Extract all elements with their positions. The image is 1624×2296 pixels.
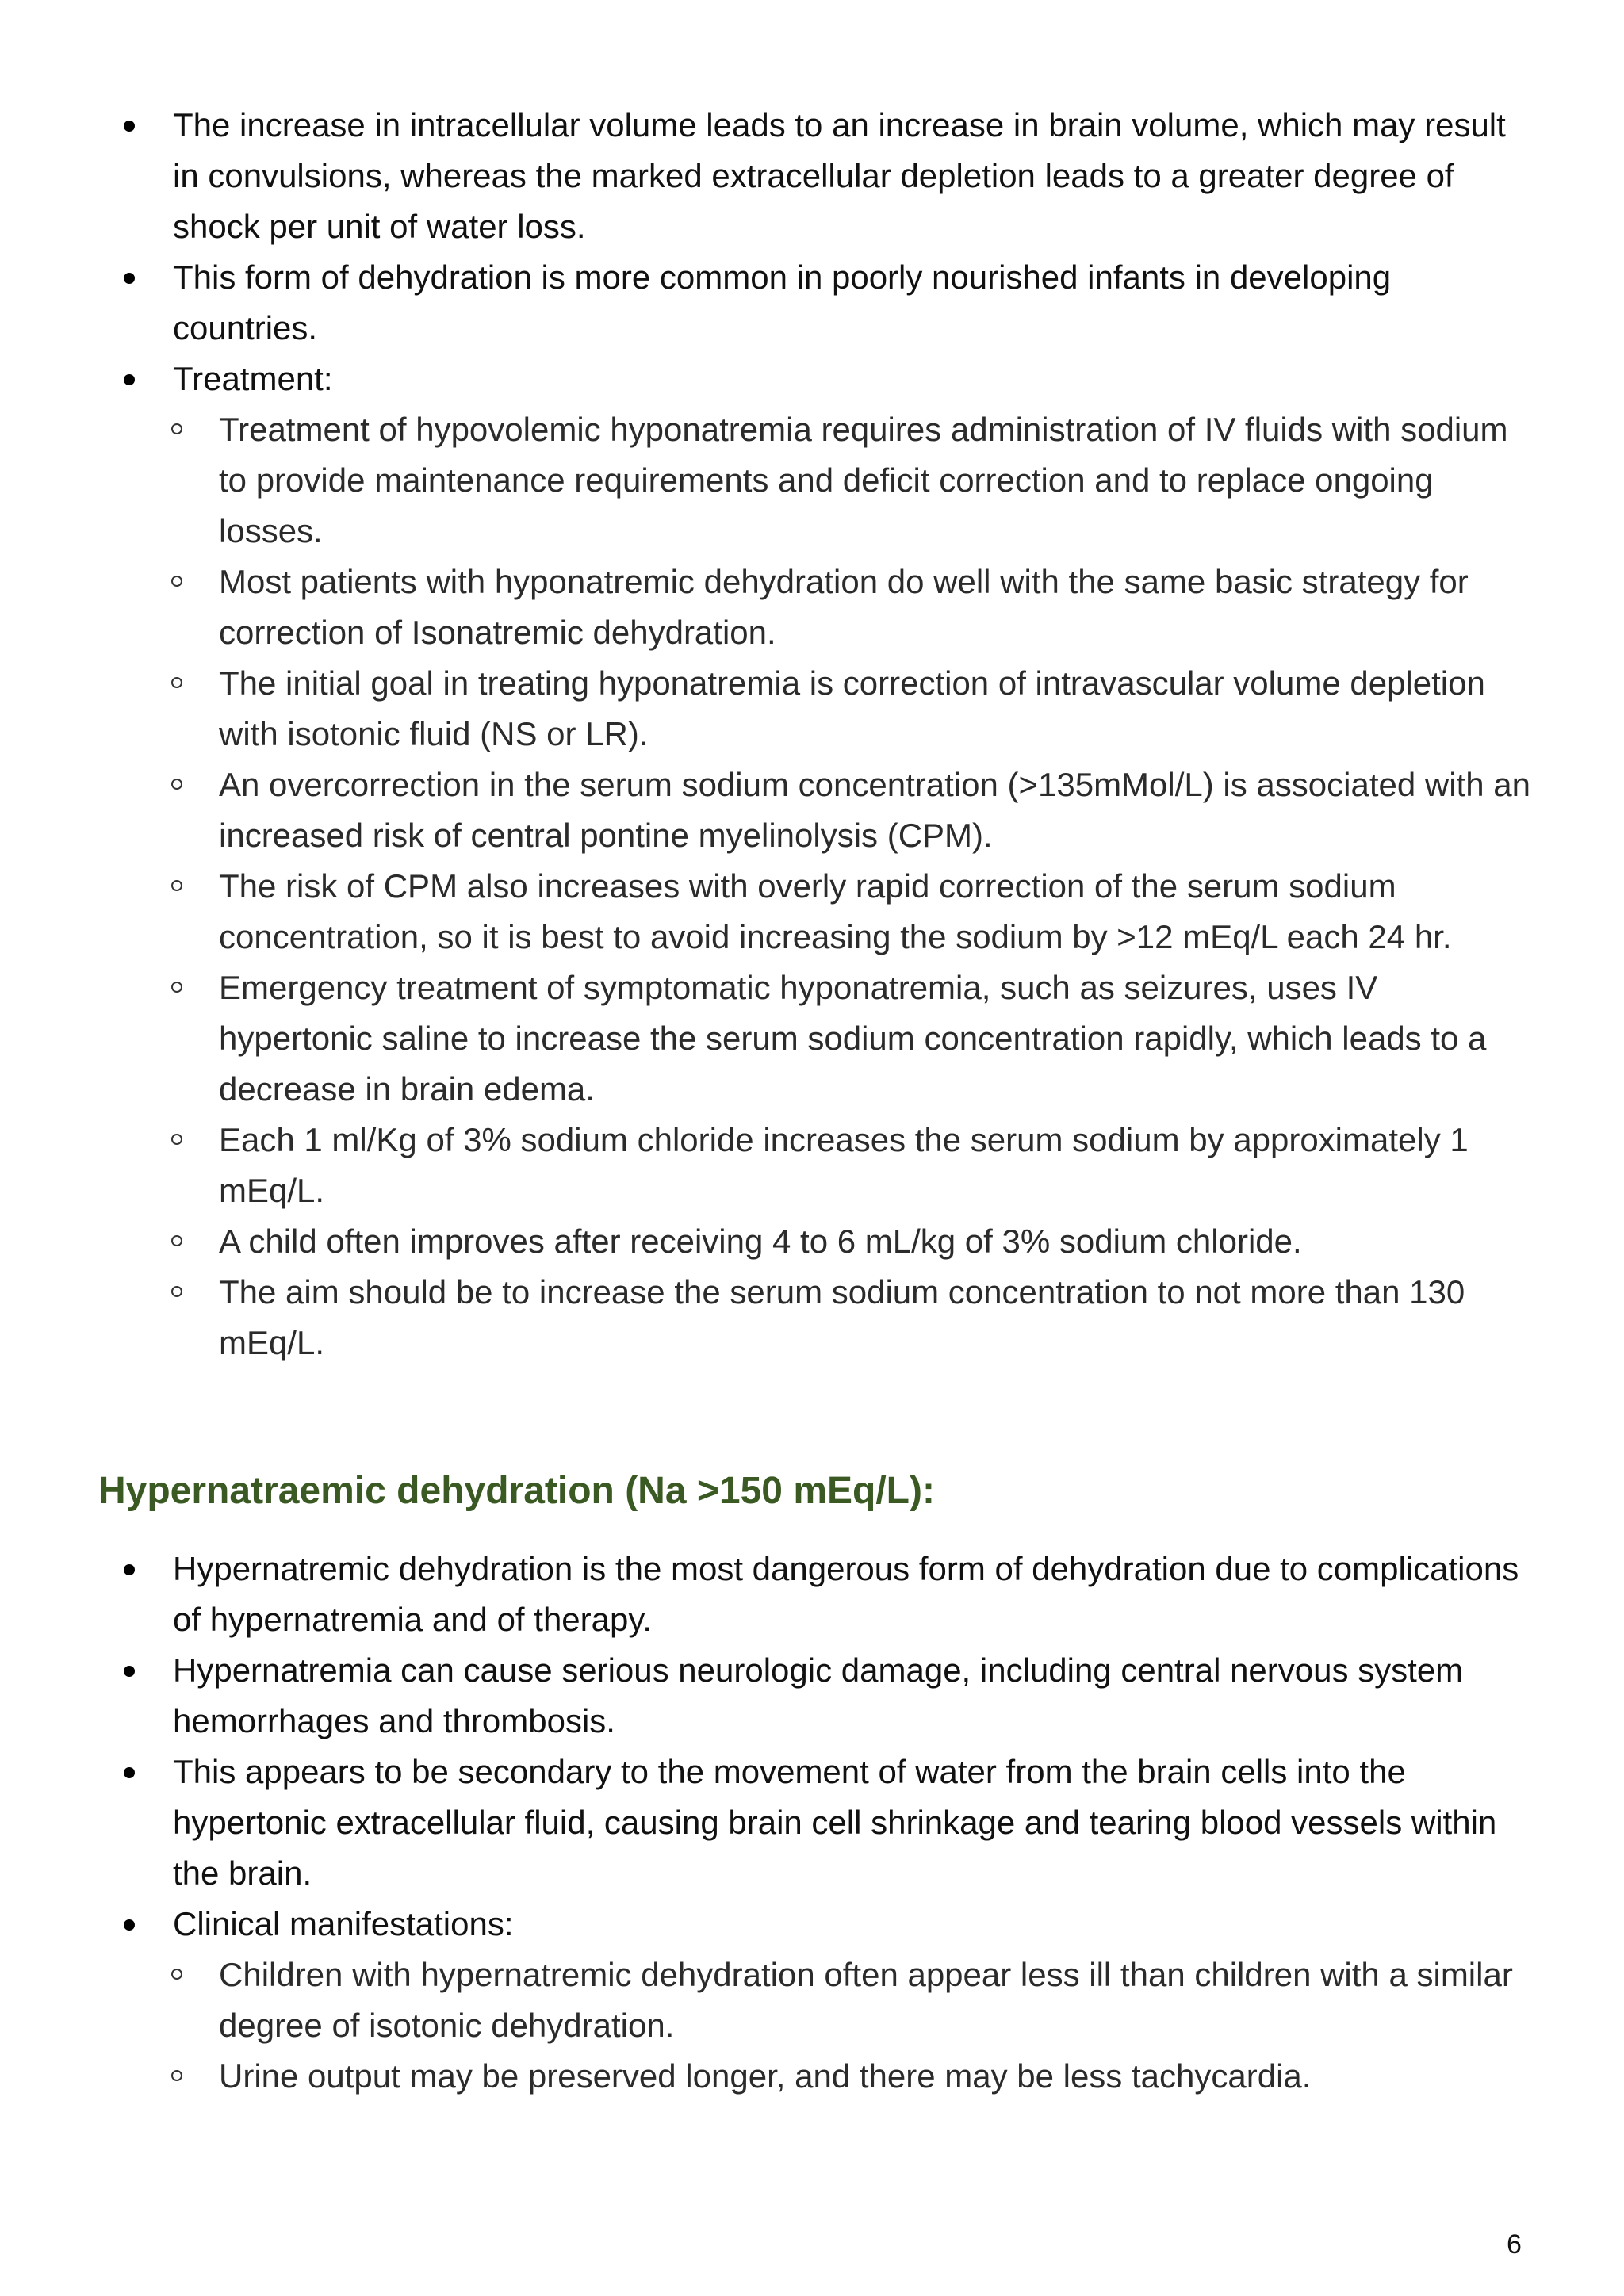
sub-item-text: An overcorrection in the serum sodium concentration (>135mMol/L) is associated with an increased risk of central pontine myelinolysis (CPM).	[219, 766, 1530, 854]
sub-item-text: The risk of CPM also increases with overly rapid correction of the serum sodium concentration, so it is best to avoid increasing the sodium by >12 mEq/L each 24 hr.	[219, 867, 1452, 955]
list-item	[117, 1544, 1537, 1645]
sub-list-item	[171, 2051, 1537, 2102]
circle-bullet-icon	[171, 1235, 182, 1246]
bullet-icon	[124, 273, 135, 284]
circle-bullet-icon	[171, 677, 182, 688]
list-item	[117, 100, 1537, 252]
clinical-label: Clinical manifestations:	[173, 1905, 514, 1942]
circle-bullet-icon	[171, 880, 182, 891]
section2-list	[117, 1544, 1537, 2102]
bullet-icon	[124, 1666, 135, 1677]
circle-bullet-icon	[171, 982, 182, 993]
list-item	[117, 1645, 1537, 1747]
sub-item-text: Each 1 ml/Kg of 3% sodium chloride increases the serum sodium by approximately 1 mEq/L.	[219, 1121, 1469, 1209]
treatment-item	[117, 354, 1537, 1368]
bullet-icon	[124, 1767, 135, 1778]
circle-bullet-icon	[171, 423, 182, 434]
bullet-text: This form of dehydration is more common in poorly nourished infants in developing countries.	[173, 258, 1392, 346]
circle-bullet-icon	[171, 576, 182, 587]
sub-list-item	[171, 861, 1537, 962]
page-number: 6	[1507, 2229, 1522, 2260]
sub-item-text: The initial goal in treating hyponatremia is correction of intravascular volume depletion with isotonic fluid (NS or LR).	[219, 664, 1485, 752]
sub-item-text: The aim should be to increase the serum sodium concentration to not more than 130 mEq/L.	[219, 1273, 1465, 1361]
bullet-icon	[124, 1564, 135, 1575]
circle-bullet-icon	[171, 779, 182, 790]
sub-list-item	[171, 760, 1537, 861]
list-item	[117, 252, 1537, 354]
bullet-text: This appears to be secondary to the movement of water from the brain cells into the hypertonic extracellular fluid, causing brain cell shrinkage and tearing blood vessels within the brain.	[173, 1753, 1497, 1892]
circle-bullet-icon	[171, 1286, 182, 1297]
sub-item-text: Children with hypernatremic dehydration often appear less ill than children with a similar degree of isotonic dehydration.	[219, 1956, 1513, 2044]
bullet-icon	[124, 374, 135, 385]
sub-list-item	[171, 1950, 1537, 2051]
sub-item-text: Emergency treatment of symptomatic hyponatremia, such as seizures, uses IV hypertonic saline to increase the serum sodium concentration rapidly, which leads to a decrease in brain edema.	[219, 969, 1487, 1108]
sub-list-item	[171, 404, 1537, 557]
sub-list-item	[171, 1115, 1537, 1216]
sub-item-text: Urine output may be preserved longer, and there may be less tachycardia.	[219, 2057, 1312, 2095]
sub-list-item	[171, 1216, 1537, 1267]
section-heading: Hypernatraemic dehydration (Na >150 mEq/L):	[98, 1470, 935, 1512]
treatment-sublist	[171, 404, 1537, 1368]
sub-list-item	[171, 962, 1537, 1115]
sub-list-item	[171, 557, 1537, 658]
bullet-text: The increase in intracellular volume leads to an increase in brain volume, which may result in convulsions, whereas the marked extracellular depletion leads to a greater degree of shock per unit of water loss.	[173, 106, 1506, 245]
sub-list-item	[171, 1267, 1537, 1368]
clinical-sublist	[171, 1950, 1537, 2102]
clinical-item	[117, 1899, 1537, 2102]
sub-list-item	[171, 658, 1537, 760]
list-item	[117, 1747, 1537, 1899]
sub-item-text: A child often improves after receiving 4 to 6 mL/kg of 3% sodium chloride.	[219, 1223, 1302, 1260]
bullet-icon	[124, 1919, 135, 1931]
bullet-text: Hypernatremic dehydration is the most dangerous form of dehydration due to complications of hypernatremia and of therapy.	[173, 1550, 1519, 1638]
bullet-icon	[124, 121, 135, 132]
circle-bullet-icon	[171, 1969, 182, 1980]
sub-item-text: Treatment of hypovolemic hyponatremia requires administration of IV fluids with sodium to provide maintenance requirements and deficit correction and to replace ongoing losses.	[219, 411, 1508, 549]
circle-bullet-icon	[171, 2070, 182, 2081]
bullet-text: Hypernatremia can cause serious neurologic damage, including central nervous system hemorrhages and thrombosis.	[173, 1651, 1464, 1739]
circle-bullet-icon	[171, 1134, 182, 1145]
treatment-label: Treatment:	[173, 360, 333, 397]
section1-list	[117, 100, 1537, 1368]
sub-item-text: Most patients with hyponatremic dehydration do well with the same basic strategy for correction of Isonatremic dehydration.	[219, 563, 1469, 651]
